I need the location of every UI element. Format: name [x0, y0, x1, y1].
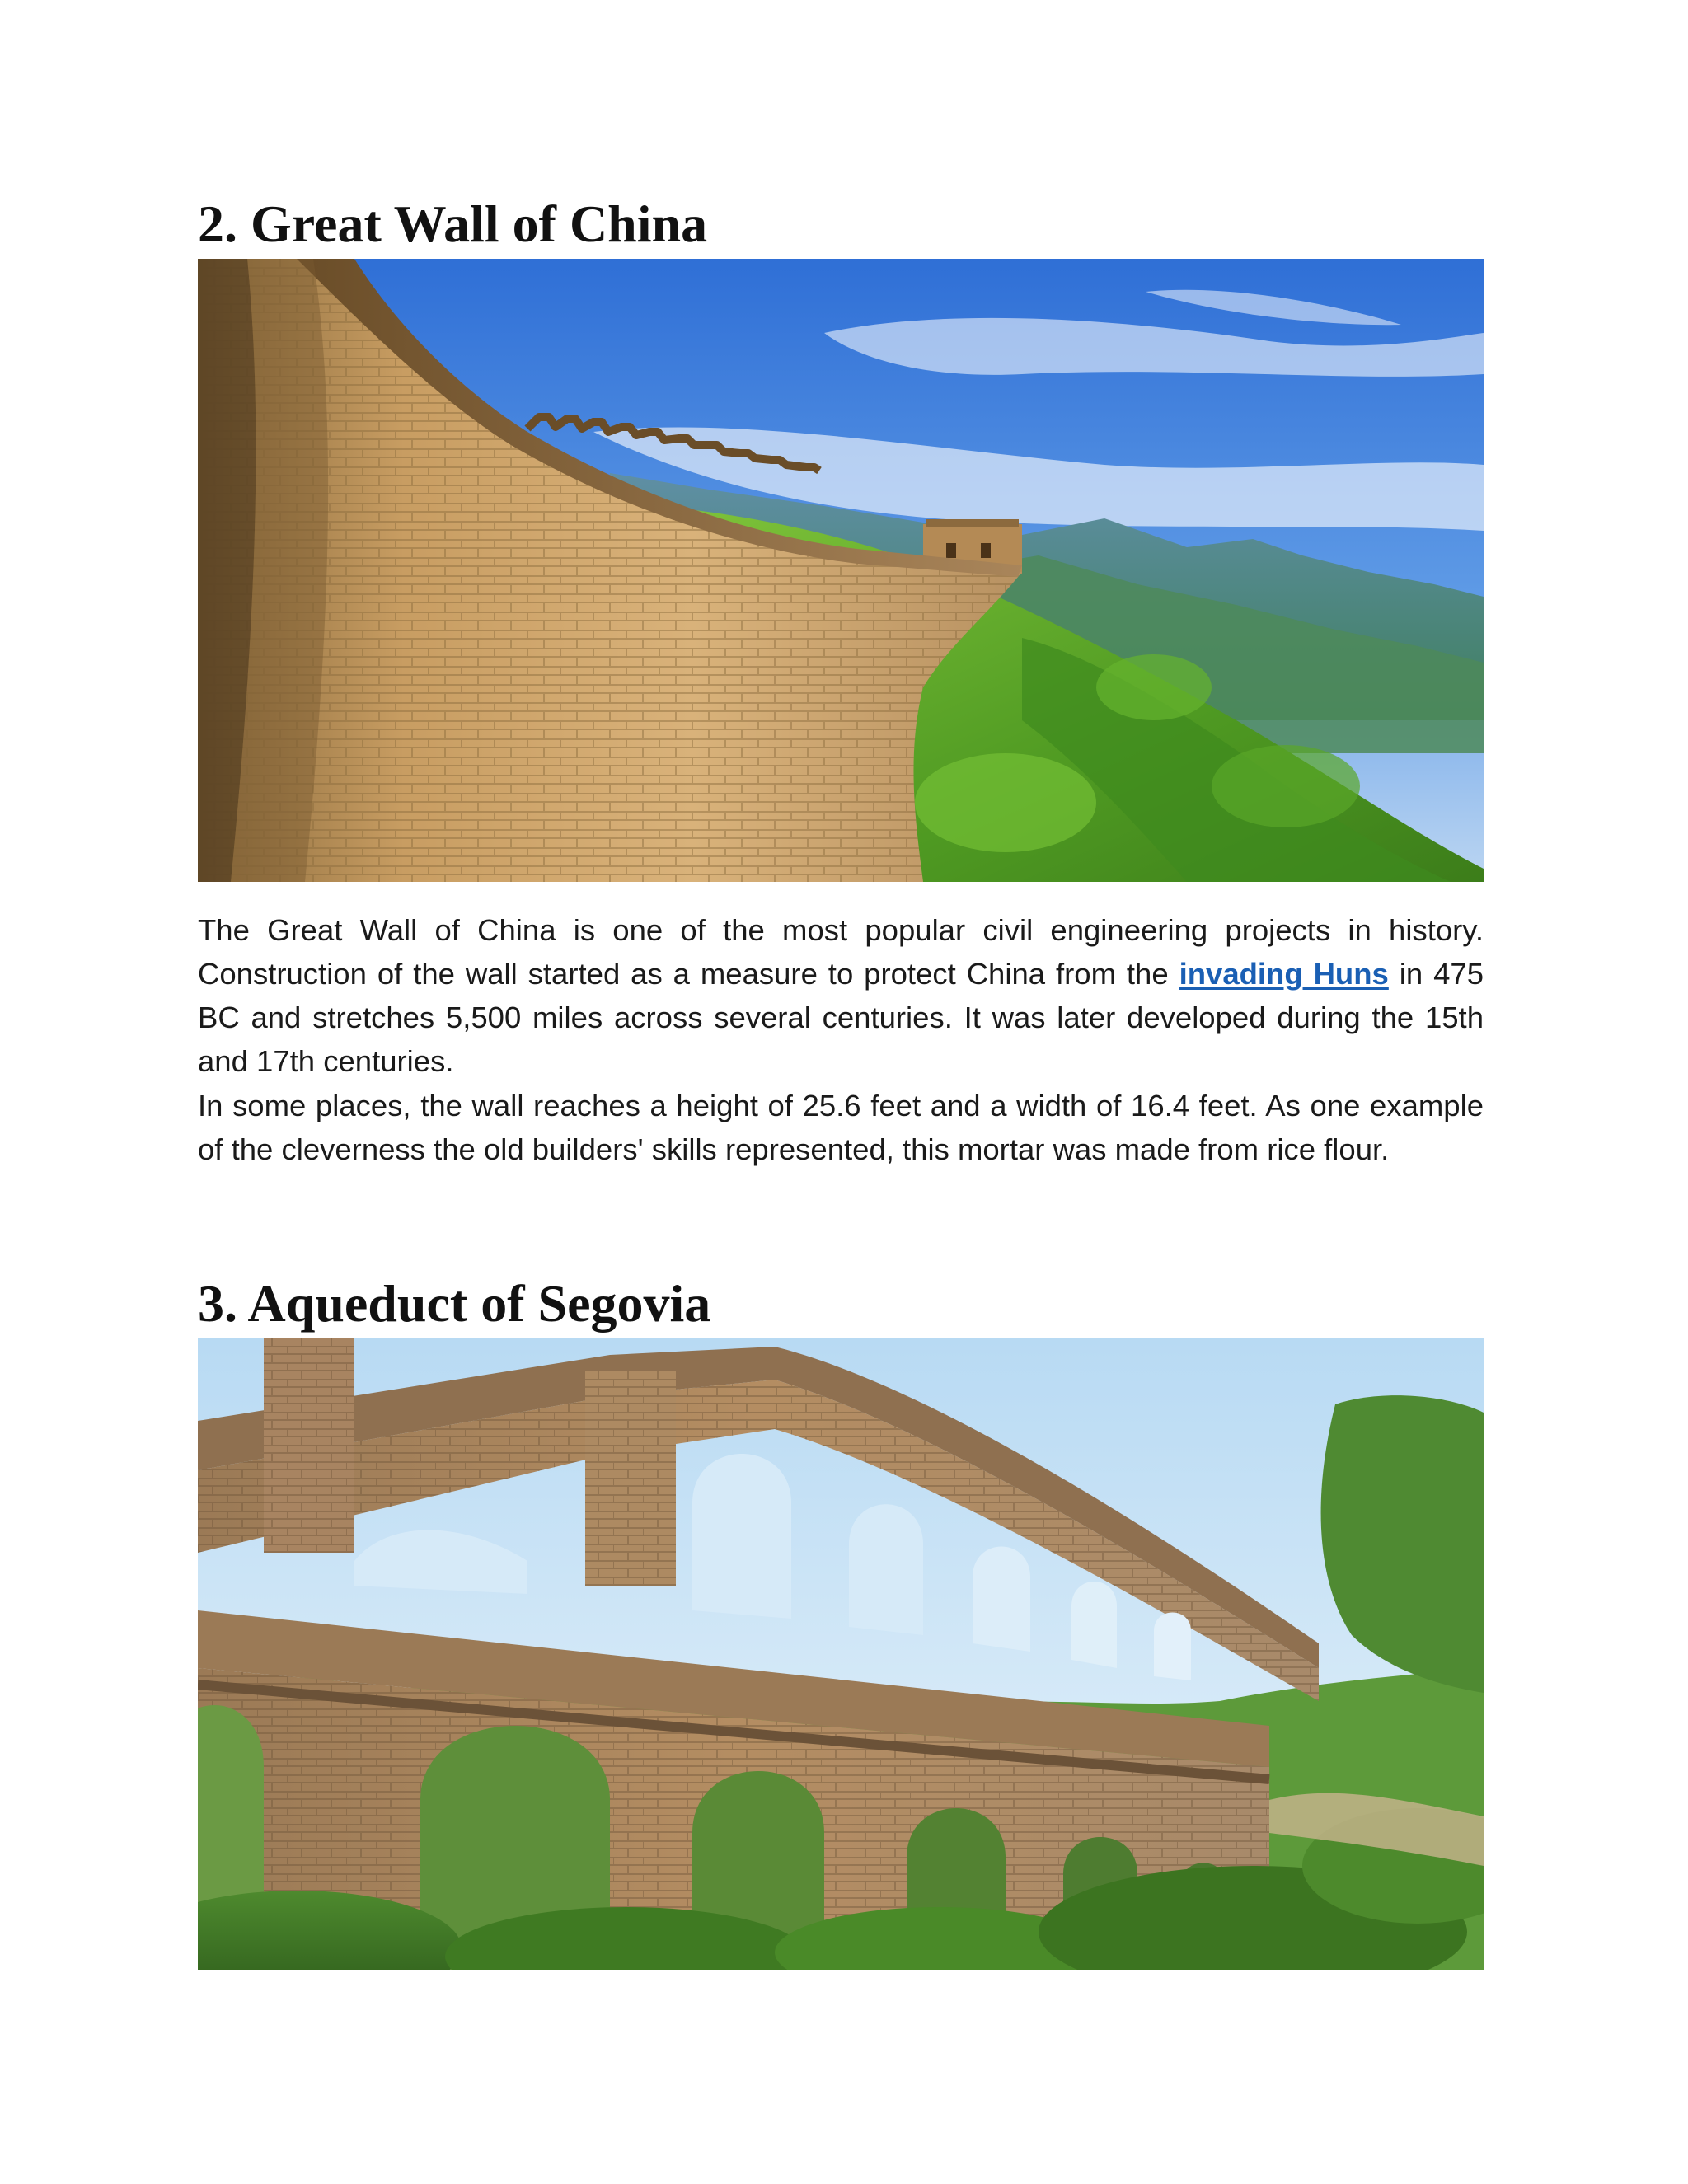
section-great-wall: [198, 194, 1484, 1166]
section-aqueduct: [198, 1274, 1484, 1333]
paragraph-1-text-b: in 475 BC and stretches 5,500 miles across several centuries. It was later developed during the 15th and 17th centuries.: [198, 957, 1484, 1078]
paragraph-1-text-a: The Great Wall of China is one of the most popular civil engineering projects in history. Construction of the wall started as a measure to protect China from the: [198, 913, 1484, 991]
invading-huns-link[interactable]: invading Huns: [1179, 957, 1389, 991]
section-heading: 2. Great Wall of China: [198, 194, 708, 253]
paragraph-2: In some places, the wall reaches a height of 25.6 feet and a width of 16.4 feet. As one example of the cleverness the old builders' skills represented, this mortar was made from rice flour.: [198, 1089, 1484, 1166]
paragraph-1: [198, 908, 1484, 1083]
section-heading: 3. Aqueduct of Segovia: [198, 1274, 711, 1333]
aqueduct-photo: [198, 1338, 1484, 1970]
great-wall-photo: [198, 259, 1484, 882]
